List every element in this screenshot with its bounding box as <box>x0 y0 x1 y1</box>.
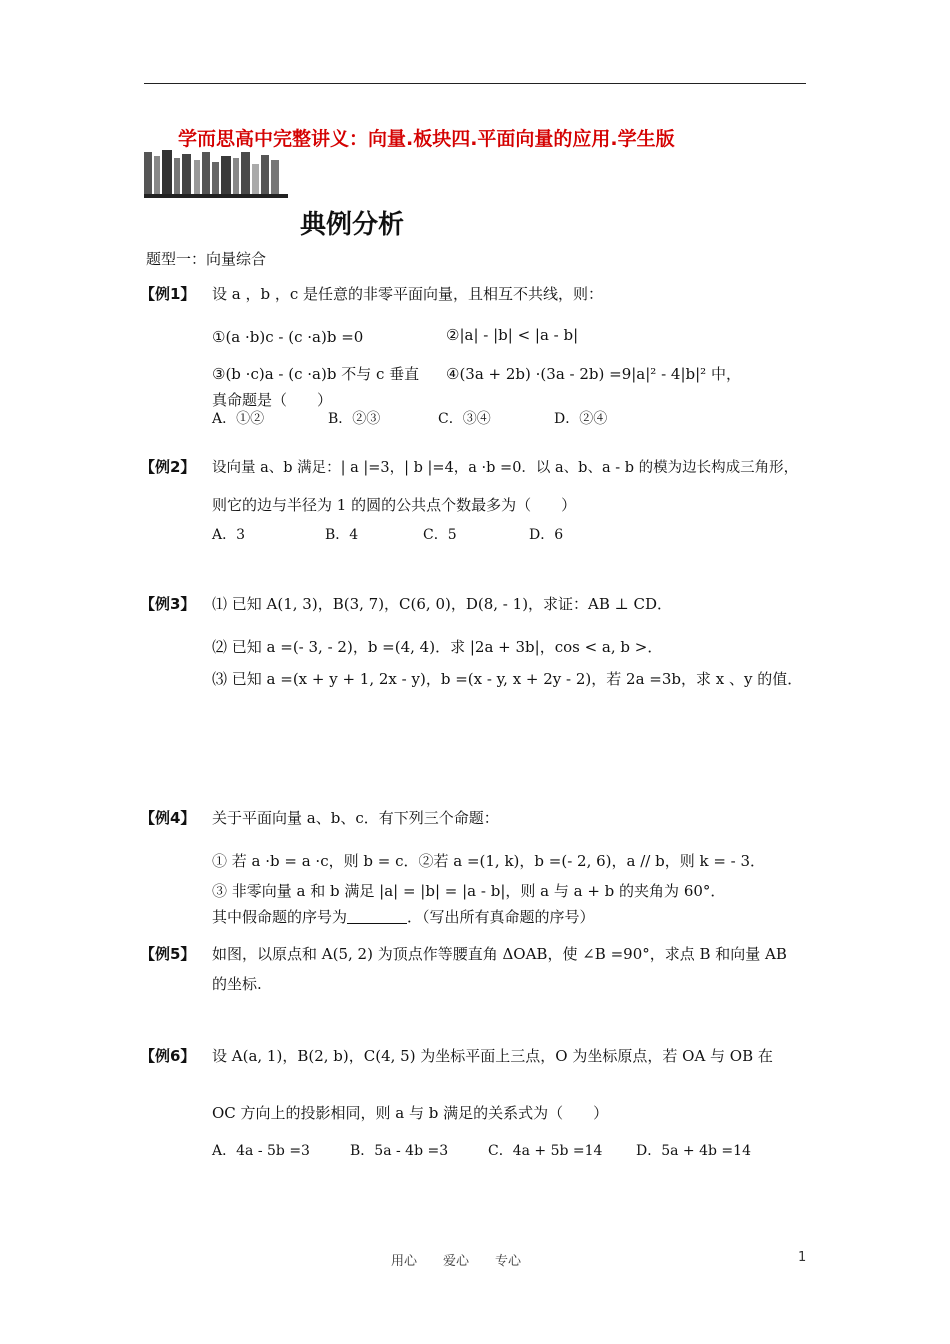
example-4-stem: 关于平面向量 a、b、c．有下列三个命题： <box>212 809 499 827</box>
example-2-label: 【例2】 <box>140 458 196 476</box>
example-4-line-2: ③ 非零向量 a 和 b 满足 |a| = |b| = |a - b|，则 a 与 a + b 的夹角为 60°． <box>212 882 726 900</box>
example-1-option-c: C．③④ <box>438 411 491 427</box>
example-3-part-3: ⑶ 已知 a =(x + y + 1, 2x - y)，b =(x - y, x + 2y - 2)，若 2a =3b，求 x 、y 的值． <box>212 670 803 688</box>
example-1-item-2: ②|a| - |b| < |a - b| <box>446 326 579 344</box>
example-1-item-3: ③(b ·c)a - (c ·a)b 不与 c 垂直 <box>212 365 420 383</box>
example-4-label: 【例4】 <box>140 809 196 827</box>
section-heading: 典例分析 <box>300 210 405 240</box>
books-illustration <box>144 150 288 198</box>
page-number: 1 <box>798 1250 807 1265</box>
example-6-label: 【例6】 <box>140 1047 196 1065</box>
example-4-line-1: ① 若 a ·b = a ·c，则 b = c．②若 a =(1, k)，b =(- 2, 6)，a // b，则 k = - 3． <box>212 852 766 870</box>
example-1-option-d: D．②④ <box>554 411 608 427</box>
example-3-part-2: ⑵ 已知 a =(- 3, - 2)，b =(4, 4)．求 |2a + 3b|，cos < a, b >． <box>212 638 663 656</box>
example-2-option-b: B．4 <box>325 527 359 543</box>
answer-blank[interactable] <box>347 909 407 924</box>
example-4-line-3-suffix: ．（写出所有真命题的序号） <box>407 908 595 926</box>
example-6-option-d: D．5a + 4b =14 <box>636 1143 751 1159</box>
example-3-part-1: ⑴ 已知 A(1, 3)，B(3, 7)，C(6, 0)，D(8, - 1)，求证：AB ⊥ CD． <box>212 595 673 613</box>
example-1-question: 真命题是（ ） <box>212 391 333 409</box>
example-4-line-3 <box>212 906 595 927</box>
example-4-line-3-prefix: 其中假命题的序号为 <box>212 908 348 926</box>
example-2-stem-2: 则它的边与半径为 1 的圆的公共点个数最多为（ ） <box>212 496 577 514</box>
footer-motto: 用心 爱心 专心 <box>391 1254 522 1269</box>
example-6-line-1: 设 A(a, 1)，B(2, b)，C(4, 5) 为坐标平面上三点，O 为坐标原点，若 OA 与 OB 在 <box>212 1047 773 1065</box>
example-2-option-c: C．5 <box>423 527 457 543</box>
example-1-item-1: ①(a ·b)c - (c ·a)b =0 <box>212 328 364 346</box>
example-2-option-a: A．3 <box>212 527 246 543</box>
example-6-option-c: C．4a + 5b =14 <box>488 1143 603 1159</box>
question-type-label: 题型一：向量综合 <box>146 250 267 268</box>
example-1-option-b: B．②③ <box>328 411 381 427</box>
example-5-line-1: 如图，以原点和 A(5, 2) 为顶点作等腰直角 ΔOAB，使 ∠B =90°，求点 B 和向量 AB <box>212 945 787 963</box>
example-1-stem: 设 a ，b ，c 是任意的非零平面向量，且相互不共线，则： <box>212 285 604 303</box>
example-1-label: 【例1】 <box>140 285 196 303</box>
example-5-label: 【例5】 <box>140 945 196 963</box>
example-5-line-2: 的坐标. <box>212 975 262 993</box>
document-title: 学而思高中完整讲义：向量.板块四.平面向量的应用.学生版 <box>178 128 675 150</box>
header-rule <box>144 83 806 84</box>
example-3-label: 【例3】 <box>140 595 196 613</box>
example-6-option-b: B．5a - 4b =3 <box>350 1143 449 1159</box>
example-2-option-d: D．6 <box>529 527 564 543</box>
example-6-option-a: A．4a - 5b =3 <box>212 1143 310 1159</box>
example-1-option-a: A．①② <box>212 411 265 427</box>
example-6-line-2: OC 方向上的投影相同，则 a 与 b 满足的关系式为（ ） <box>212 1104 609 1122</box>
example-1-item-4: ④(3a + 2b) ·(3a - 2b) =9|a|² - 4|b|² 中， <box>446 365 741 383</box>
example-2-stem: 设向量 a、b 满足：| a |=3，| b |=4，a ·b =0．以 a、b、a - b 的模为边长构成三角形， <box>212 460 799 476</box>
